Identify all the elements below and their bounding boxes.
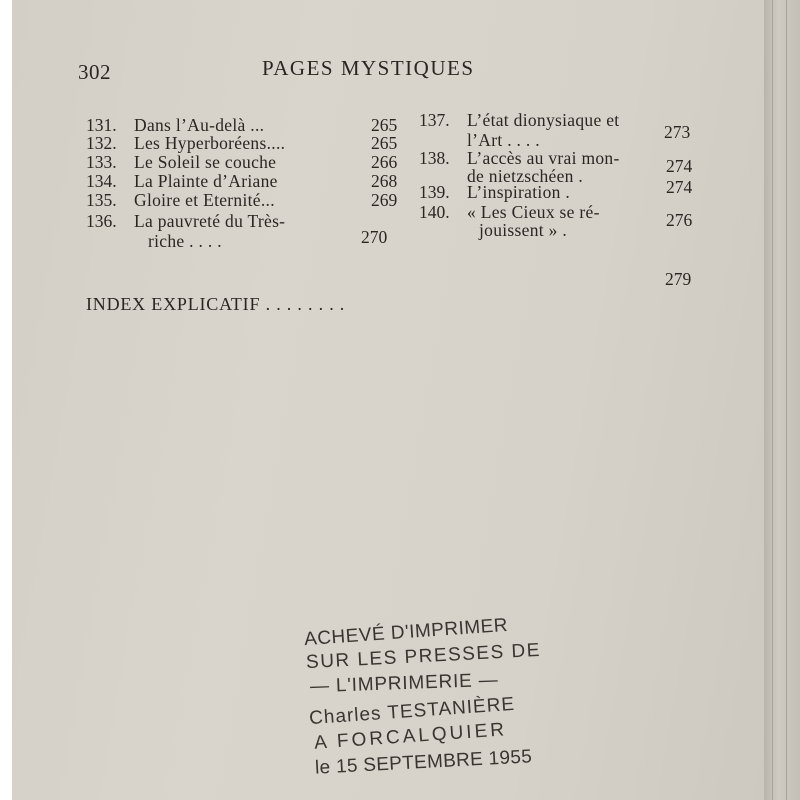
toc-entry-title: L’état dionysiaque et (467, 110, 620, 130)
toc-entry-title: Gloire et Eternité... (134, 190, 275, 210)
toc-entry-page: 269 (371, 190, 398, 210)
colophon-line-6: le 15 SEPTEMBRE 1955 (314, 746, 533, 779)
toc-entry-title: La Plainte d’Ariane (134, 171, 278, 191)
toc-entry-page: 276 (666, 210, 693, 230)
page-edge-line (786, 0, 787, 800)
index-page: 279 (665, 269, 692, 289)
page-edge (764, 0, 800, 800)
toc-entry-number: 139. (419, 182, 450, 202)
toc-entry-number: 131. (86, 115, 117, 135)
book-page (12, 0, 764, 800)
toc-entry-title: La pauvreté du Très- (134, 211, 286, 231)
toc-entry-title: Les Hyperboréens.... (134, 133, 286, 153)
toc-entry-number: 133. (86, 152, 117, 172)
toc-entry-number: 132. (86, 133, 117, 153)
toc-entry-title: « Les Cieux se ré- (467, 202, 600, 222)
colophon-line-4: Charles TESTANIÈRE (308, 693, 516, 730)
toc-entry-page: 265 (371, 115, 398, 135)
toc-entry-title: Dans l’Au-delà ... (134, 115, 265, 135)
toc-entry-number: 137. (419, 110, 450, 130)
toc-entry-page: 265 (371, 133, 398, 153)
toc-entry-title: L’accès au vrai mon- (467, 148, 620, 168)
colophon-line-5: A FORCALQUIER (313, 719, 508, 754)
toc-entry-title-continued: de nietzschéen . (467, 166, 584, 186)
toc-entry-number: 138. (419, 148, 450, 168)
page-number: 302 (78, 60, 111, 84)
toc-entry-title-continued: jouissent » . (479, 220, 567, 240)
colophon-line-1: ACHEVÉ D'IMPRIMER (303, 614, 509, 651)
toc-entry-page: 266 (371, 152, 398, 172)
toc-entry-title-continued: riche . . . . (148, 231, 222, 251)
toc-entry-number: 135. (86, 190, 117, 210)
page-edge-line (772, 0, 773, 800)
colophon-line-3: — L'IMPRIMERIE — (309, 669, 499, 698)
toc-entry-title: L’inspiration . (467, 182, 571, 202)
toc-entry-number: 140. (419, 202, 450, 222)
toc-entry-page: 274 (666, 177, 693, 197)
toc-entry-page: 274 (666, 156, 693, 176)
colophon-line-2: SUR LES PRESSES DE (305, 639, 542, 674)
toc-entry-page: 268 (371, 171, 398, 191)
toc-entry-page: 270 (361, 227, 388, 247)
book-title: PAGES MYSTIQUES (262, 56, 475, 80)
toc-entry-page: 273 (664, 122, 691, 142)
colophon (12, 0, 764, 800)
toc-entry-number: 134. (86, 171, 117, 191)
toc-entry-title: Le Soleil se couche (134, 152, 277, 172)
toc-entry-number: 136. (86, 211, 117, 231)
toc-entry-title-continued: l’Art . . . . (467, 130, 540, 150)
index-heading: INDEX EXPLICATIF . . . . . . . . (86, 294, 346, 314)
